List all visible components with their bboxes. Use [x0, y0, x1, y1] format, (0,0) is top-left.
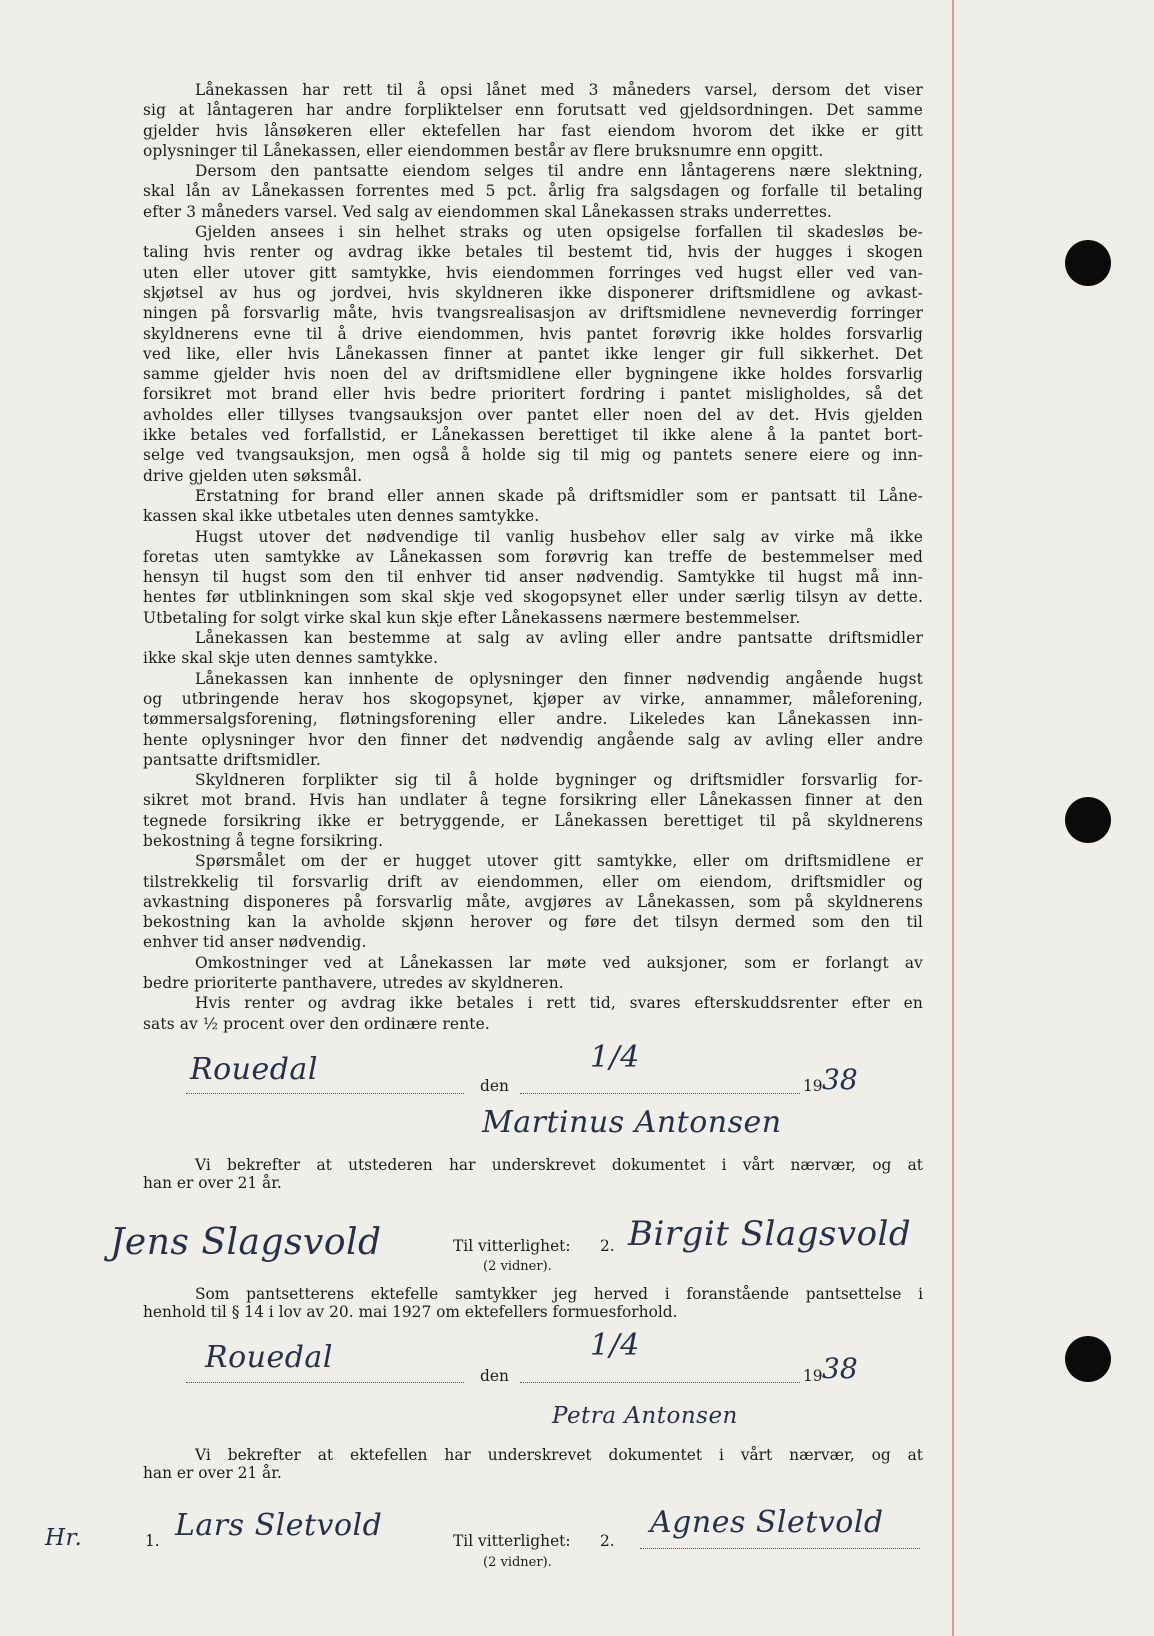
text-line: sats av ½ procent over den ordinære rente. [143, 1014, 490, 1033]
text-line: tilstrekkelig til forsvarlig drift av eiendommen, eller om eiendom, driftsmidler og [143, 872, 923, 891]
witness-2-signature-2: Agnes Sletvold [650, 1505, 884, 1540]
punch-hole-bottom [1065, 1336, 1111, 1382]
text-line: samme gjelder hvis noen del av driftsmidlene eller bygningene ikke holdes forsvarlig [143, 365, 923, 384]
punch-hole-middle [1065, 797, 1111, 843]
text-line: sig at låntageren har andre forpliktelser enn forutsatt ved gjeldsordningen. Det samme [143, 101, 923, 120]
consent-line: Som pantsetterens ektefelle samtykker jeg herved i foranstående pantsettelse i [195, 1285, 923, 1303]
margin-note: Hr. [45, 1525, 83, 1551]
text-line: sikret mot brand. Hvis han undlater å tegne forsikring eller Lånekassen finner at den [143, 791, 923, 810]
text-line: kassen skal ikke utbetales uten dennes samtykke. [143, 507, 540, 526]
text-line: oplysninger til Lånekassen, eller eiendommen består av flere bruksnumre enn opgitt. [143, 141, 824, 160]
text-line: Lånekassen kan bestemme at salg av avling eller andre pantsatte driftsmidler [195, 629, 923, 648]
witness-2-signature: Birgit Slagsvold [628, 1214, 912, 1254]
witness-1-signature-2: Lars Sletvold [175, 1508, 383, 1543]
spouse-consent-text [143, 1285, 923, 1321]
text-line: Hugst utover det nødvendige til vanlig husbehov eller salg av virke må ikke [195, 527, 923, 546]
confirmation-line: han er over 21 år. [143, 1174, 282, 1192]
date-handwritten-1: 1/4 [590, 1040, 640, 1075]
margin-rule [952, 0, 954, 1636]
loan-terms-text [143, 80, 923, 1034]
witness-1-signature: Jens Slagsvold [110, 1222, 382, 1263]
text-line: Spørsmålet om der er hugget utover gitt samtykke, eller om driftsmidlene er [195, 852, 923, 871]
witness-label-2: Til vitterlighet: [453, 1532, 571, 1550]
text-line: selge ved tvangsauksjon, men også å holde sig til mig og pantets senere eiere og inn- [143, 446, 923, 465]
text-line: skjøtsel av hus og jordvei, hvis skyldneren ikke disponerer driftsmidlene og avkast- [143, 283, 923, 302]
text-line: tømmersalgsforening, fløtningsforening eller andre. Likeledes kan Lånekassen inn- [143, 710, 923, 729]
text-line: ningen på forsvarlig måte, hvis tvangsrealisasjon av driftsmidlene nevneverdig forringer [143, 304, 923, 323]
consent-line: henhold til § 14 i lov av 20. mai 1927 om ektefellers formuesforhold. [143, 1303, 678, 1321]
den-label-1: den [480, 1077, 509, 1095]
text-line: hente oplysninger hvor den finner det nødvendig angående salg av avling eller andre [143, 730, 923, 749]
text-line: drive gjelden uten søksmål. [143, 466, 363, 485]
paragraph [143, 161, 923, 222]
confirmation-line: han er over 21 år. [143, 1464, 282, 1482]
witness-count-note-1: (2 vidner). [483, 1259, 552, 1274]
paragraph [143, 486, 923, 527]
den-label-2: den [480, 1367, 509, 1385]
text-line: Lånekassen kan innhente de oplysninger den finner nødvendig angående hugst [195, 669, 923, 688]
text-line: uten eller utover gitt samtykke, hvis eiendommen forringes ved hugst eller ved van- [143, 263, 923, 282]
text-line: Lånekassen har rett til å opsi lånet med 3 måneders varsel, dersom det viser [195, 81, 923, 99]
text-line: bekostning å tegne forsikring. [143, 831, 384, 850]
text-line: Utbetaling for solgt virke skal kun skje efter Lånekassens nærmere bestemmelser. [143, 608, 801, 627]
date-dotted-line-1 [520, 1093, 800, 1094]
punch-hole-top [1065, 240, 1111, 286]
paragraph [143, 770, 923, 851]
paragraph [143, 993, 923, 1034]
text-line: skal lån av Lånekassen forrentes med 5 pct. årlig fra salgsdagen og forfalle til betaling [143, 182, 923, 201]
text-line: tegnede forsikring ikke er betryggende, er Lånekassen berettiget til på skyldnerens [143, 811, 923, 830]
text-line: taling hvis renter og avdrag ikke betales til bestemt tid, hvis der hugges i skogen [143, 243, 923, 262]
text-line: skyldnerens evne til å drive eiendommen, hvis pantet forøvrig ikke holdes forsvarlig [143, 324, 923, 343]
text-line: bekostning kan la avholde skjønn herover og føre det tilsyn dermed som den til [143, 913, 923, 932]
confirmation-text-1 [143, 1156, 923, 1192]
text-line: ved like, eller hvis Lånekassen finner at pantet ikke lenger gir full sikkerhet. Det [143, 344, 923, 363]
paragraph [143, 628, 923, 669]
text-line: gjelder hvis lånsøkeren eller ektefellen har fast eiendom hvorom det ikke er gitt [143, 121, 923, 140]
date-handwritten-2: 1/4 [590, 1328, 640, 1363]
paragraph [143, 222, 923, 486]
text-line: Skyldneren forplikter sig til å holde bygninger og driftsmidler forsvarlig for- [195, 771, 923, 790]
place-dotted-line-1 [186, 1093, 464, 1094]
text-line: ikke skal skje uten dennes samtykke. [143, 649, 439, 668]
text-line: Omkostninger ved at Lånekassen lar møte ved auksjoner, som er forlangt av [195, 953, 923, 972]
confirmation-text-2 [143, 1446, 923, 1482]
year-suffix-2: 38 [822, 1352, 858, 1385]
year-suffix-1: 38 [822, 1063, 858, 1096]
issuer-signature: Martinus Antonsen [482, 1105, 782, 1140]
confirmation-line: Vi bekrefter at utstederen har underskrevet dokumentet i vårt nærvær, og at [195, 1156, 923, 1174]
text-line: hensyn til hugst som den til enhver tid anser nødvendig. Samtykke til hugst må inn- [143, 568, 923, 587]
text-line: bedre prioriterte panthavere, utredes av skyldneren. [143, 974, 564, 993]
text-line: avholdes eller tillyses tvangsauksjon over pantet eller noen del av det. Hvis gjelden [143, 405, 923, 424]
witness-number-2: 2. [600, 1237, 615, 1255]
text-line: pantsatte driftsmidler. [143, 750, 321, 769]
witness-number-1: 1. [145, 1532, 160, 1550]
witness-label-1: Til vitterlighet: [453, 1237, 571, 1255]
witness-count-note-2: (2 vidner). [483, 1555, 552, 1570]
spouse-signature: Petra Antonsen [552, 1403, 738, 1429]
paragraph [143, 527, 923, 628]
place-dotted-line-2 [186, 1382, 464, 1383]
text-line: ikke betales ved forfallstid, er Lånekassen berettiget til ikke alene å la pantet bort- [143, 426, 923, 445]
date-dotted-line-2 [520, 1382, 800, 1383]
place-signature-1: Rouedal [190, 1052, 318, 1087]
text-line: Hvis renter og avdrag ikke betales i rett tid, svares efterskuddsrenter efter en [195, 994, 923, 1013]
witness-dotted-line [640, 1548, 920, 1549]
paragraph [143, 851, 923, 952]
text-line: forsikret mot brand eller hvis bedre prioritert fordring i pantet misligholdes, så det [143, 385, 923, 404]
text-line: hentes før utblinkningen som skal skje ved skogopsynet eller under særlig tilsyn av dette. [143, 588, 923, 607]
paragraph [143, 669, 923, 770]
text-line: efter 3 måneders varsel. Ved salg av eiendommen skal Lånekassen straks underrettes. [143, 202, 833, 221]
text-line: og utbringende herav hos skogopsynet, kjøper av virke, annammer, måleforening, [143, 689, 923, 708]
text-line: foretas uten samtykke av Lånekassen som forøvrig kan treffe de bestemmelser med [143, 547, 923, 566]
place-signature-2: Rouedal [205, 1340, 333, 1375]
witness-number-2b: 2. [600, 1532, 615, 1550]
paragraph [143, 953, 923, 994]
paragraph [143, 80, 923, 161]
text-line: Gjelden ansees i sin helhet straks og uten opsigelse forfallen til skadesløs be- [195, 223, 923, 242]
text-line: Dersom den pantsatte eiendom selges til andre enn låntagerens nære slektning, [195, 162, 923, 181]
confirmation-line: Vi bekrefter at ektefellen har underskrevet dokumentet i vårt nærvær, og at [195, 1446, 923, 1464]
year-prefix-2: 19 [803, 1367, 823, 1385]
text-line: Erstatning for brand eller annen skade på driftsmidler som er pantsatt til Låne- [195, 486, 923, 505]
year-prefix-1: 19 [803, 1077, 823, 1095]
text-line: enhver tid anser nødvendig. [143, 933, 367, 952]
text-line: avkastning disponeres på forsvarlig måte, avgjøres av Lånekassen, som på skyldnerens [143, 892, 923, 911]
